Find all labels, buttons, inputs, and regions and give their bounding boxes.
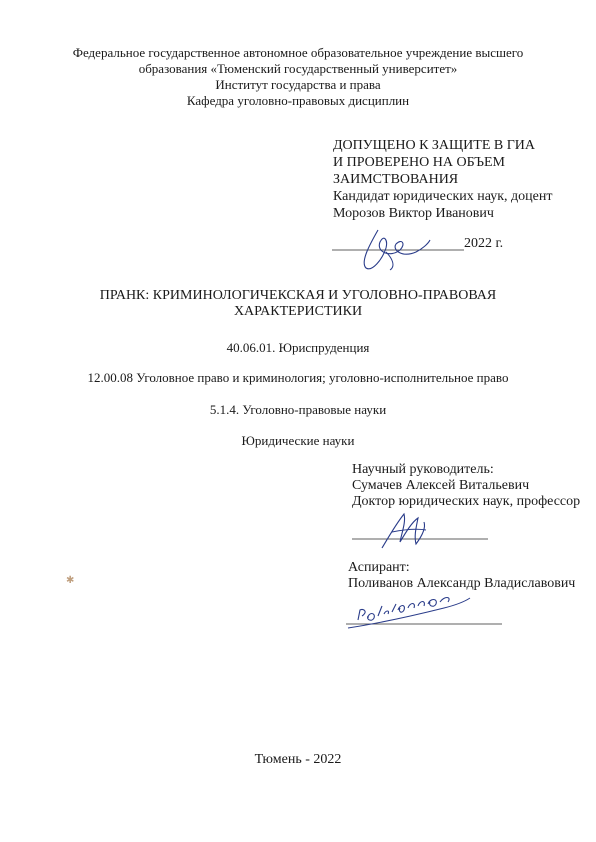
supervisor-degree: Доктор юридических наук, профессор <box>352 494 581 509</box>
city-year: Тюмень - 2022 <box>254 752 342 767</box>
approver-degree: Кандидат юридических наук, доцент <box>333 189 553 204</box>
stray-mark: ✱ <box>66 575 75 586</box>
approval-line-2: И ПРОВЕРЕНО НА ОБЪЕМ <box>333 155 505 170</box>
approval-date: 2022 г. <box>464 236 504 251</box>
institute-name: Институт государства и права <box>215 77 381 92</box>
department-name: Кафедра уголовно-правовых дисциплин <box>186 93 410 108</box>
approval-line-1: ДОПУЩЕНО К ЗАЩИТЕ В ГИА <box>333 138 536 153</box>
institution-line-2: образования «Тюменский государственный университет» <box>138 61 458 76</box>
student-signature <box>344 590 504 640</box>
thesis-title-line-2: ХАРАКТЕРИСТИКИ <box>233 304 363 319</box>
approver-signature <box>330 222 470 274</box>
approver-name: Морозов Виктор Иванович <box>333 206 494 221</box>
institution-line-1: Федеральное государственное автономное образовательное учреждение высшего <box>72 45 524 60</box>
thesis-title-line-1: ПРАНК: КРИМИНОЛОГИЧЕКСКАЯ И УГОЛОВНО-ПРАВОВАЯ <box>99 288 497 303</box>
supervisor-signature <box>352 508 492 552</box>
student-name: Поливанов Александр Владиславович <box>348 576 576 591</box>
supervisor-label: Научный руководитель: <box>352 462 494 477</box>
specialty-code: 40.06.01. Юриспруденция <box>226 340 370 355</box>
science-field: Юридические науки <box>241 433 355 448</box>
approval-line-3: ЗАИМСТВОВАНИЯ <box>333 172 459 187</box>
scientific-specialty-code: 5.1.4. Уголовно-правовые науки <box>209 402 387 417</box>
student-label: Аспирант: <box>348 560 410 575</box>
supervisor-name: Сумачев Алексей Витальевич <box>352 478 530 493</box>
program-code: 12.00.08 Уголовное право и криминология; уголовно-исполнительное право <box>87 370 509 385</box>
